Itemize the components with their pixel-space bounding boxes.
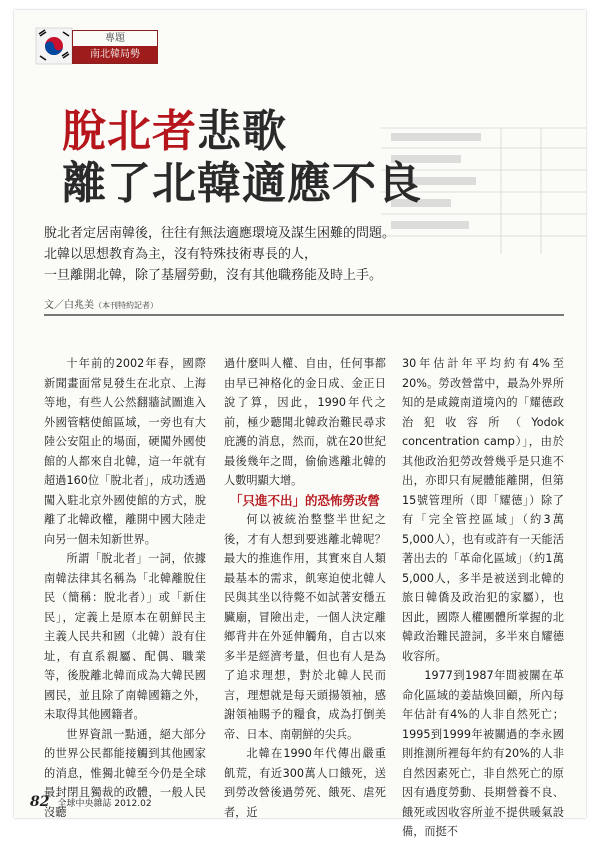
title-line-1 <box>62 106 422 158</box>
column-2 <box>224 354 386 822</box>
badge-top-label: 專題 <box>105 33 125 44</box>
author-note: （本刊特約記者） <box>94 301 158 310</box>
column-1 <box>44 354 206 822</box>
paragraph: 1977到1987年間被關在革命化區域的姜喆煥回顧，所內每年估計有4%的人非自然死亡；1995到1999年被關過的李永國則推測所裡每年約有20%的人非自然因素死亡，非自然死亡的原因有過度勞動、長期營養不良、餓死或因收容所並不提供暖氣設備，而挺不 <box>402 669 564 838</box>
lead-line: 脫北者定居南韓後，往往有無法適應環境及謀生困難的問題。 <box>44 226 396 241</box>
section-badge <box>36 22 158 70</box>
badge-box <box>72 30 158 64</box>
column-3 <box>402 354 564 842</box>
magazine-name: 全球中央雜誌 2012.02 <box>57 799 152 809</box>
paragraph: 30年估計年平均約有4%至20%。勞改營當中，最為外界所知的是咸鏡南道境內的「耀德政治犯收容所（Yodok concentration camp）」，由於其他政治犯勞改營幾乎是只進不出，亦即只有屍體能離開，但第15號管理所（即「耀德」）除了有「完全管控區域」（約3萬5,000人），也有或許有一天能活著出去的「革命化區域」（約1萬5,000人，多半是被送到北韓的旅日韓僑及政治犯的家屬），也因此，國際人權團體所掌握的北韓政治難民證詞，多半來自耀德收容所。 <box>402 357 564 663</box>
paragraph: 北韓在1990年代傳出嚴重飢荒，有近300萬人口餓死，送到勞改營後過勞死、餓死、虐死者，近 <box>224 747 386 819</box>
title-red-part: 脫北者 <box>62 106 197 157</box>
lead-line: 北韓以思想教育為主，沒有特殊技術專長的人， <box>44 247 318 262</box>
badge-bottom-label: 南北韓局勢 <box>73 46 157 63</box>
title-dark-part: 悲歌 <box>197 106 287 157</box>
magazine-page <box>14 10 586 838</box>
paragraph: 所謂「脫北者」一詞，依據南韓法律其名稱為「北韓離脫住民（簡稱：脫北者）」或「新住民」，定義上是原本在朝鮮民主主義人民共和國（北韓）設有住址，有直系親屬、配偶、職業等，後脫離北韓而成為大韓民國國民，並且除了南韓國籍之外，未取得其他國籍者。 <box>44 552 206 721</box>
author: 文／白兆美 <box>44 300 94 311</box>
lead-line: 一旦離開北韓，除了基層勞動，沒有其他職務能及時上手。 <box>44 268 383 283</box>
page-footer <box>30 794 152 810</box>
paragraph: 何以被統治整整半世紀之後，才有人想到要逃離北韓呢？最大的推進作用，其實來自人類最基本的需求，飢寒迫使北韓人民與其坐以待斃不如試著安穩五臟廟，冒險出走，一個人決定離鄉背井在外延伸觸角，自古以來多半是經濟考量，但也有人是為了追求理想，對於北韓人民而言，理想就是每天頭揚領袖，感謝領袖賜予的糧食，成為打倒美帝、日本、南朝鮮的尖兵。 <box>224 513 386 741</box>
subheading: 「只進不出」的恐怖勞改營 <box>229 492 380 508</box>
byline <box>44 296 158 311</box>
paragraph: 十年前的2002年春，國際新聞畫面常見發生在北京、上海等地，有些人公然翻牆試圖進入外國管轄使館區域，一旁也有大陸公安阻止的場面，硬闖外國使館的人都來自北韓，這一年就有超過160位「脫北者」，成功透過闖入駐北京外國使館的方式，脫離了北韓政權，離開中國大陸走向另一個未知新世界。 <box>44 357 206 546</box>
page-number: 82 <box>30 794 50 810</box>
paragraph: 過什麼叫人權、自由，任何事都由早已神格化的金日成、金正日說了算，因此，1990年代之前，極少聽聞北韓政治難民尋求庇護的消息，然而，就在20世紀最後幾年之間，偷偷逃離北韓的人數明顯大增。 <box>224 357 386 487</box>
lead-paragraph <box>44 223 564 286</box>
title-line-2: 離了北韓適應不良 <box>62 158 422 209</box>
article-title <box>62 106 422 210</box>
divider <box>44 314 564 316</box>
korea-flag-icon <box>36 28 72 64</box>
paragraph: 世界資訊一點通，絕大部分的世界公民都能接觸到其他國家的消息，惟獨北韓至今仍是全球最封閉且獨裁的政體，一般人民沒聽 <box>44 727 206 819</box>
